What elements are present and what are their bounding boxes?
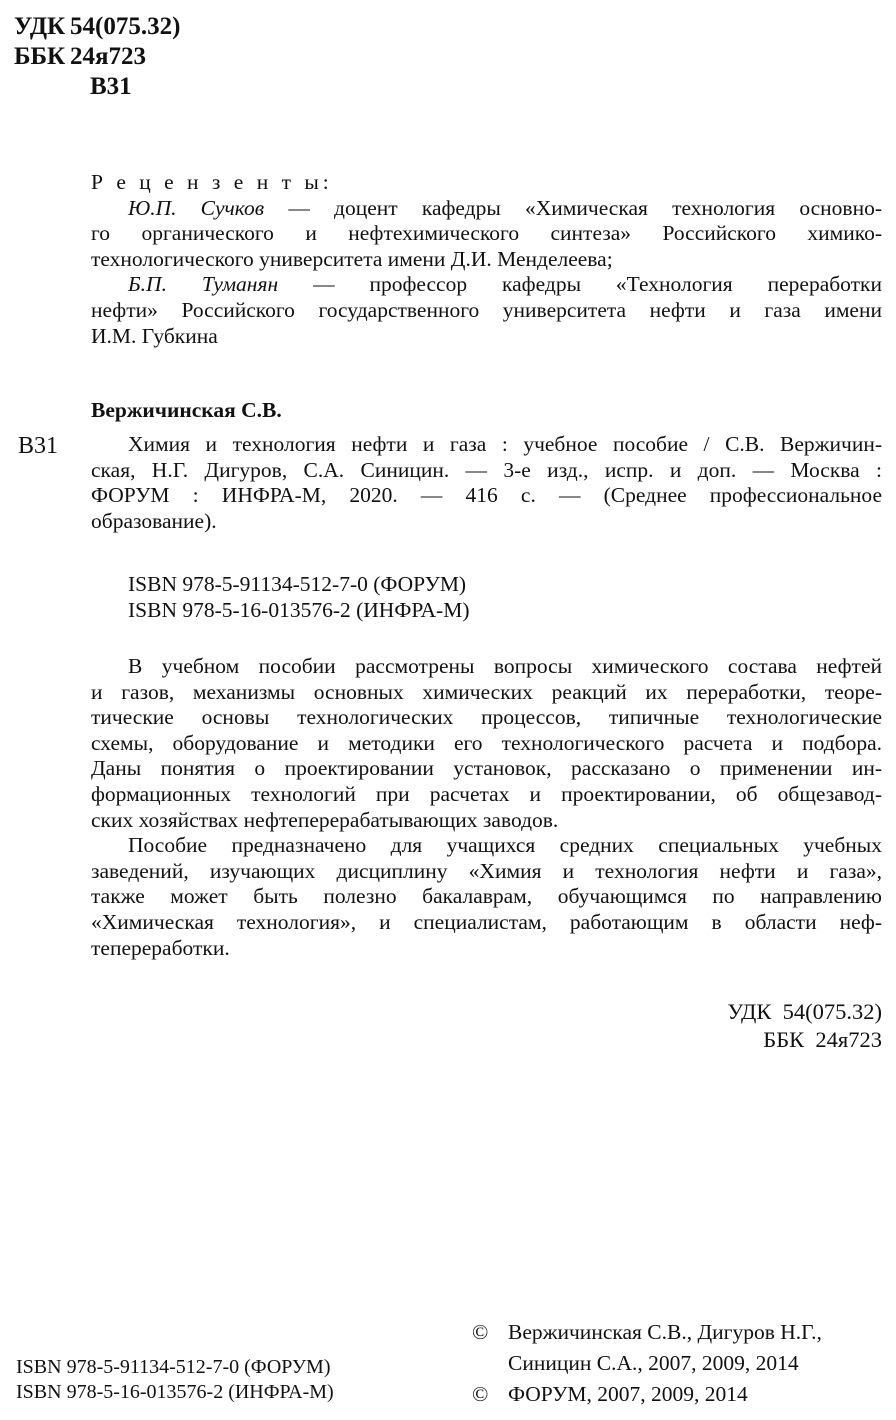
bbk-right: ББК 24я723 xyxy=(763,1027,882,1052)
author-mark: В31 xyxy=(90,73,132,100)
abstract-p2-line-1: Пособие предназначено для учащихся средних специальных учебных xyxy=(128,833,882,858)
bbk-label: ББК xyxy=(14,43,66,70)
copyright-publisher-text: ФОРУМ, 2007, 2009, 2014 xyxy=(508,1382,748,1406)
abstract-block xyxy=(91,654,882,961)
copyright-publisher xyxy=(472,1379,822,1410)
reviewers-block xyxy=(91,170,882,349)
reviewer-2-line-1 xyxy=(91,272,882,298)
bbk-value: 24я723 xyxy=(70,43,147,70)
footer-isbn-forum: ISBN 978-5-91134-512-7-0 (ФОРУМ) xyxy=(16,1356,331,1378)
classification-block xyxy=(14,12,180,102)
reviewer-2-text: — профессор кафедры «Технология переработки xyxy=(278,272,882,297)
reviewer-2-line-2: нефти» Российского государственного университета нефти и газа имени xyxy=(91,297,882,322)
reviewers-heading: Р е ц е н з е н т ы: xyxy=(91,170,333,194)
bibliographic-description xyxy=(91,432,882,534)
copyright-icon: © xyxy=(472,1320,489,1344)
bibliographic-mark: В31 xyxy=(18,433,59,459)
abstract-p1-line-2: и газов, механизмы основных химических реакций их переработки, теоре- xyxy=(91,679,882,704)
isbn-forum: ISBN 978-5-91134-512-7-0 (ФОРУМ) xyxy=(128,572,467,596)
udk-label: УДК xyxy=(14,13,66,40)
abstract-p2-line-4: «Химическая технология», и специалистам, работающим в области неф- xyxy=(91,909,882,934)
reviewer-1-line-1 xyxy=(91,196,882,222)
reviewer-2-line-3: И.М. Губкина xyxy=(91,323,218,348)
abstract-p1-line-1: В учебном пособии рассмотрены вопросы химического состава нефтей xyxy=(128,654,882,678)
reviewer-1-line-2: го органического и нефтехимического синтеза» Российского химико- xyxy=(91,221,882,246)
footer-isbn-block xyxy=(16,1355,334,1405)
reviewer-2-name: Б.П. Туманян xyxy=(128,272,279,297)
copyright-authors-line-2: Синицин С.А., 2007, 2009, 2014 xyxy=(508,1351,799,1375)
abstract-p1-line-6: формационных технологий при расчетах и проектировании, об общезавод- xyxy=(91,781,882,806)
reviewer-1-line-3: технологического университета имени Д.И. Менделеева; xyxy=(91,246,613,271)
abstract-p1-line-3: тические основы технологических процессов, типичные технологические xyxy=(91,705,882,730)
abstract-p1-line-7: ских хозяйствах нефтеперерабатывающих заводов. xyxy=(91,807,559,832)
abstract-p1-line-4: схемы, оборудование и методики его технологического расчета и подбора. xyxy=(91,730,882,755)
copyright-block xyxy=(472,1317,822,1410)
abstract-p1-line-5: Даны понятия о проектировании установок, рассказано о применении ин- xyxy=(91,756,882,781)
copyright-authors-line-1: Вержичинская С.В., Дигуров Н.Г., xyxy=(508,1320,822,1344)
bib-line-2: ская, Н.Г. Дигуров, С.А. Синицин. — 3-е изд., испр. и доп. — Москва : xyxy=(91,457,882,482)
footer-isbn-infra: ISBN 978-5-16-013576-2 (ИНФРА-М) xyxy=(16,1381,334,1403)
udk-line xyxy=(14,12,180,42)
reviewer-1-text: — доцент кафедры «Химическая технология основно- xyxy=(264,195,882,220)
udk-right: УДК 54(075.32) xyxy=(727,999,882,1024)
bib-line-3: ФОРУМ : ИНФРА-М, 2020. — 416 с. — (Среднее профессиональное xyxy=(91,483,882,508)
author-heading: Вержичинская С.В. xyxy=(91,398,282,422)
bib-line-1: Химия и технология нефти и газа : учебное пособие / С.В. Вержичин- xyxy=(128,432,882,456)
abstract-p2-line-3: также может быть полезно бакалаврам, обучающимся по направлению xyxy=(91,884,882,909)
bib-line-4: образование). xyxy=(91,508,217,533)
bbk-line xyxy=(14,42,180,72)
isbn-block xyxy=(128,572,470,623)
abstract-p2-line-2: заведений, изучающих дисциплину «Химия и технология нефти и газа», xyxy=(91,858,882,883)
copyright-authors xyxy=(472,1317,822,1348)
codes-right-block xyxy=(727,998,882,1054)
copyright-icon: © xyxy=(472,1382,489,1406)
reviewer-1-name: Ю.П. Сучков xyxy=(128,195,265,220)
abstract-p2-line-5: тепереработки. xyxy=(91,935,230,960)
isbn-infra: ISBN 978-5-16-013576-2 (ИНФРА-М) xyxy=(128,597,470,622)
udk-value: 54(075.32) xyxy=(70,13,181,40)
